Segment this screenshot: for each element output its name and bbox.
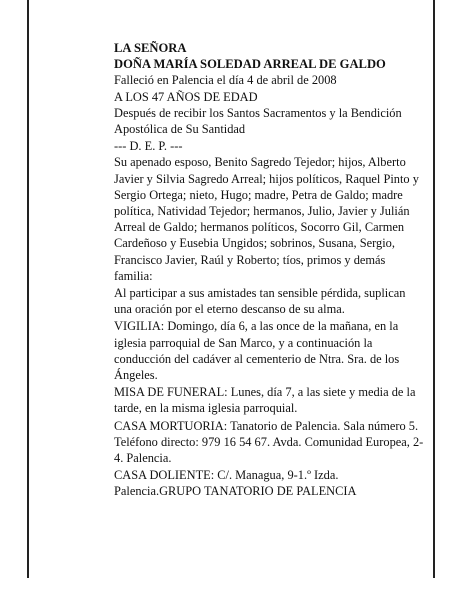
funeral-home-details: CASA MORTUORIA: Tanatorio de Palencia. Sala número 5. Teléfono directo: 979 16 54 67. Avda. Comunidad Europea, 2-4. Palencia. [114, 418, 424, 466]
vigil-details: VIGILIA: Domingo, día 6, a las once de la mañana, en la iglesia parroquial de San Marco, y a continuación la conducción del cadáver al cementerio de Ntra. Sra. de los Ángeles. [114, 319, 400, 383]
notice-heading: LA SEÑORA [114, 41, 187, 55]
sacraments-statement: Después de recibir los Santos Sacramentos y la Bendición Apostólica de Su Santidad [114, 105, 402, 137]
family-list: Su apenado esposo, Benito Sagredo Tejedor; hijos, Alberto Javier y Silvia Sagredo Arreal; hijos políticos, Raquel Pinto y Sergio Ortega; nieto, Hugo; madre, Petra de Galdo; madre política, Natividad Tejedor; hermanos, Julio, Javier y Julián Arreal de Galdo; hermanos políticos, Socorro Gil, Carmen Cardeñoso y Eusebia Ungidos; sobrinos, Susana, Sergio, Francisco Javier, Raúl y Roberto; tíos, primos y demás familia: [114, 155, 419, 283]
obituary-notice [114, 40, 426, 501]
mourning-house-details: CASA DOLIENTE: C/. Managua, 9-1.º Izda. Palencia.GRUPO TANATORIO DE PALENCIA [114, 468, 357, 499]
funeral-mass-details: MISA DE FUNERAL: Lunes, día 7, a las siete y media de la tarde, en la misma iglesia parroquial. [114, 385, 416, 416]
age-statement: A LOS 47 AÑOS DE EDAD [114, 89, 258, 104]
frame-right-rule [433, 0, 435, 578]
deceased-name: DOÑA MARÍA SOLEDAD ARREAL DE GALDO [114, 57, 386, 72]
death-statement: Falleció en Palencia el día 4 de abril de 2008 [114, 73, 337, 88]
frame-left-rule [27, 0, 29, 578]
dep-line: --- D. E. P. --- [114, 139, 183, 154]
prayer-request: Al participar a sus amistades tan sensible pérdida, suplican una oración por el eterno descanso de su alma. [114, 286, 406, 317]
